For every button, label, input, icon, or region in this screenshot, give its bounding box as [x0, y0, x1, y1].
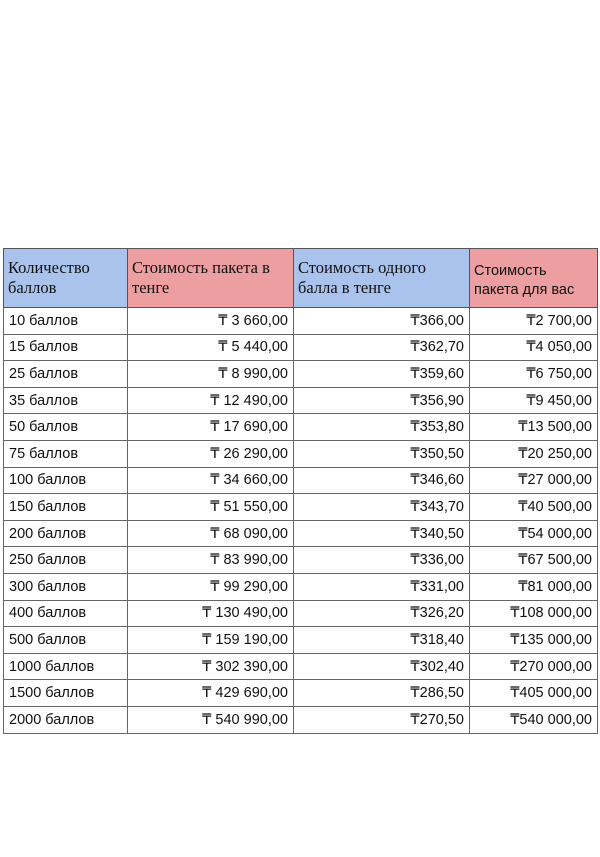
- cell-your-price: ₸20 250,00: [470, 440, 598, 467]
- cell-point-price: ₸346,60: [294, 467, 470, 494]
- table-row: [4, 600, 598, 627]
- cell-package-price: ₸ 99 290,00: [128, 573, 294, 600]
- cell-package-price: ₸ 429 690,00: [128, 680, 294, 707]
- cell-points: 300 баллов: [4, 573, 128, 600]
- cell-your-price: ₸13 500,00: [470, 414, 598, 441]
- cell-your-price: ₸54 000,00: [470, 520, 598, 547]
- table-row: [4, 653, 598, 680]
- cell-point-price: ₸270,50: [294, 706, 470, 733]
- cell-your-price: ₸4 050,00: [470, 334, 598, 361]
- cell-package-price: ₸ 34 660,00: [128, 467, 294, 494]
- cell-point-price: ₸366,00: [294, 308, 470, 335]
- cell-your-price: ₸135 000,00: [470, 627, 598, 654]
- cell-package-price: ₸ 130 490,00: [128, 600, 294, 627]
- cell-your-price: ₸6 750,00: [470, 361, 598, 388]
- cell-point-price: ₸326,20: [294, 600, 470, 627]
- cell-points: 1000 баллов: [4, 653, 128, 680]
- cell-points: 50 баллов: [4, 414, 128, 441]
- cell-points: 100 баллов: [4, 467, 128, 494]
- cell-point-price: ₸286,50: [294, 680, 470, 707]
- cell-your-price: ₸27 000,00: [470, 467, 598, 494]
- cell-point-price: ₸362,70: [294, 334, 470, 361]
- cell-package-price: ₸ 5 440,00: [128, 334, 294, 361]
- cell-points: 75 баллов: [4, 440, 128, 467]
- cell-package-price: ₸ 51 550,00: [128, 494, 294, 521]
- cell-your-price: ₸81 000,00: [470, 573, 598, 600]
- header-points-count: Количество баллов: [4, 249, 128, 308]
- cell-point-price: ₸359,60: [294, 361, 470, 388]
- cell-package-price: ₸ 68 090,00: [128, 520, 294, 547]
- cell-point-price: ₸302,40: [294, 653, 470, 680]
- cell-points: 2000 баллов: [4, 706, 128, 733]
- table-row: [4, 706, 598, 733]
- table-body: [4, 308, 598, 734]
- cell-points: 200 баллов: [4, 520, 128, 547]
- cell-package-price: ₸ 8 990,00: [128, 361, 294, 388]
- header-row: [4, 249, 598, 308]
- table-row: [4, 334, 598, 361]
- cell-your-price: ₸9 450,00: [470, 387, 598, 414]
- cell-points: 25 баллов: [4, 361, 128, 388]
- header-point-price: Стоимость одного балла в тенге: [294, 249, 470, 308]
- cell-package-price: ₸ 159 190,00: [128, 627, 294, 654]
- table-row: [4, 361, 598, 388]
- cell-package-price: ₸ 3 660,00: [128, 308, 294, 335]
- cell-point-price: ₸343,70: [294, 494, 470, 521]
- cell-your-price: ₸270 000,00: [470, 653, 598, 680]
- cell-points: 500 баллов: [4, 627, 128, 654]
- cell-your-price: ₸405 000,00: [470, 680, 598, 707]
- cell-points: 35 баллов: [4, 387, 128, 414]
- table-row: [4, 627, 598, 654]
- cell-package-price: ₸ 17 690,00: [128, 414, 294, 441]
- cell-your-price: ₸2 700,00: [470, 308, 598, 335]
- cell-point-price: ₸340,50: [294, 520, 470, 547]
- table-row: [4, 547, 598, 574]
- cell-package-price: ₸ 12 490,00: [128, 387, 294, 414]
- cell-point-price: ₸318,40: [294, 627, 470, 654]
- table-row: [4, 414, 598, 441]
- cell-points: 250 баллов: [4, 547, 128, 574]
- table-row: [4, 494, 598, 521]
- table-row: [4, 467, 598, 494]
- cell-your-price: ₸40 500,00: [470, 494, 598, 521]
- table-row: [4, 440, 598, 467]
- cell-points: 400 баллов: [4, 600, 128, 627]
- cell-your-price: ₸540 000,00: [470, 706, 598, 733]
- cell-package-price: ₸ 83 990,00: [128, 547, 294, 574]
- table-row: [4, 680, 598, 707]
- cell-package-price: ₸ 540 990,00: [128, 706, 294, 733]
- cell-package-price: ₸ 302 390,00: [128, 653, 294, 680]
- cell-point-price: ₸353,80: [294, 414, 470, 441]
- cell-point-price: ₸356,90: [294, 387, 470, 414]
- cell-points: 1500 баллов: [4, 680, 128, 707]
- price-table: [3, 248, 598, 734]
- table-row: [4, 387, 598, 414]
- cell-your-price: ₸67 500,00: [470, 547, 598, 574]
- cell-point-price: ₸350,50: [294, 440, 470, 467]
- cell-points: 10 баллов: [4, 308, 128, 335]
- cell-points: 15 баллов: [4, 334, 128, 361]
- header-package-price: Стоимость пакета в тенге: [128, 249, 294, 308]
- cell-points: 150 баллов: [4, 494, 128, 521]
- table-row: [4, 308, 598, 335]
- cell-point-price: ₸331,00: [294, 573, 470, 600]
- table-row: [4, 573, 598, 600]
- cell-package-price: ₸ 26 290,00: [128, 440, 294, 467]
- header-your-price: Стоимость пакета для вас: [470, 249, 598, 308]
- cell-point-price: ₸336,00: [294, 547, 470, 574]
- table-row: [4, 520, 598, 547]
- cell-your-price: ₸108 000,00: [470, 600, 598, 627]
